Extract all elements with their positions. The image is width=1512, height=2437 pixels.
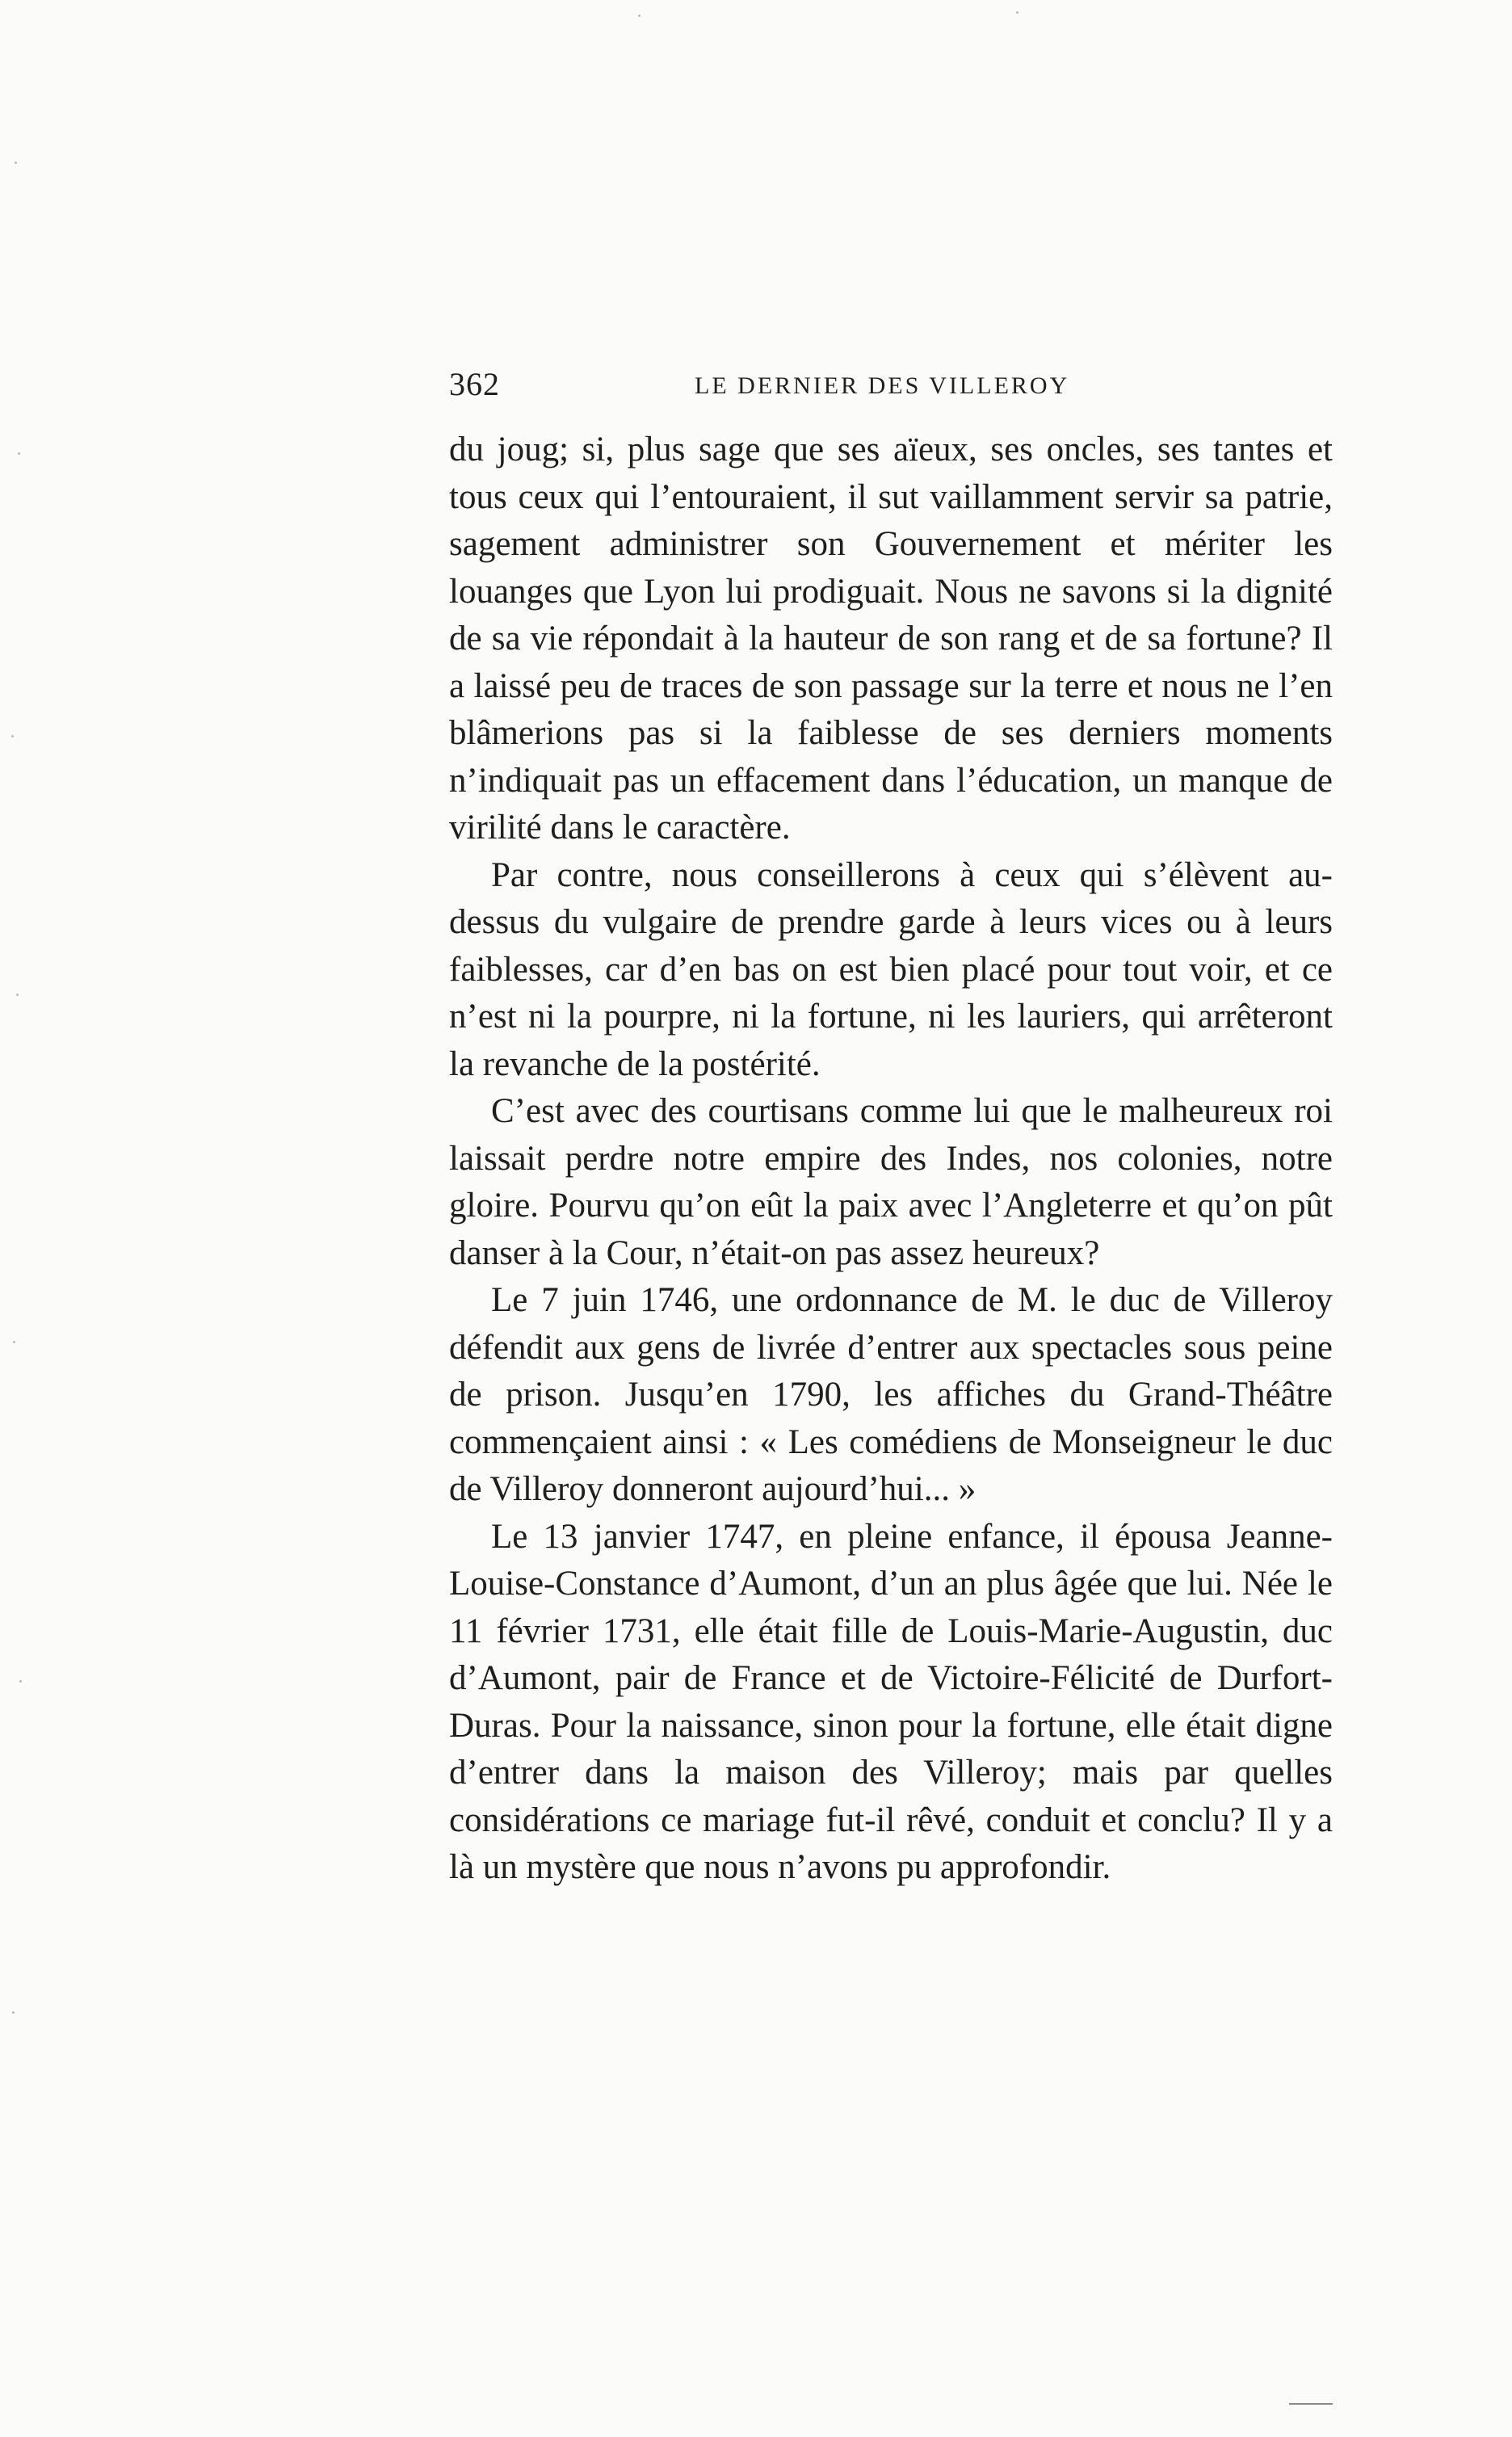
body-text xyxy=(449,426,1333,1892)
page-number: 362 xyxy=(449,366,500,402)
paragraph-5: Le 13 janvier 1747, en pleine enfance, il épousa Jeanne-Louise-Constance d’Aumont, d’un an plus âgée que lui. Née le 11 février 1731, elle était fille de Louis-Marie-Augustin, duc d’Aumont, pair de France et de Victoire-Félicité de Durfort-Duras. Pour la naissance, sinon pour la fortune, elle était digne d’entrer dans la maison des Villeroy; mais par quelles considérations ce mariage fut-il rêvé, conduit et conclu? Il y a là un mystère que nous n’avons pu approfondir. xyxy=(449,1517,1333,1886)
scan-speck xyxy=(19,1680,22,1683)
bottom-rule xyxy=(1289,2403,1333,2405)
running-head xyxy=(449,360,1333,409)
scan-speck xyxy=(12,2011,15,2014)
paragraph-4: Le 7 juin 1746, une ordonnance de M. le duc de Villeroy défendit aux gens de livrée d’entrer aux spectacles sous peine de prison. Jusqu’en 1790, les affiches du Grand-Théâtre commençaient ainsi : « Les comédiens de Monseigneur le duc de Villeroy donneront aujourd’hui... » xyxy=(449,1281,1333,1508)
paragraph-3: C’est avec des courtisans comme lui que le malheureux roi laissait perdre notre empire des Indes, nos colonies, notre gloire. Pourvu qu’on eût la paix avec l’Angleterre et qu’on pût danser à la Cour, n’était-on pas assez heureux? xyxy=(449,1092,1333,1272)
running-title: LE DERNIER DES VILLEROY xyxy=(695,372,1070,399)
scan-speck xyxy=(11,735,14,737)
scan-speck xyxy=(18,452,20,455)
paragraph-2: Par contre, nous conseillerons à ceux qui s’élèvent au-dessus du vulgaire de prendre garde à leurs vices ou à leurs faiblesses, car d’en bas on est bien placé pour tout voir, et ce n’est ni la pourpre, ni la fortune, ni les lauriers, qui arrêteront la revanche de la postérité. xyxy=(449,855,1333,1083)
scan-speck xyxy=(1016,11,1018,14)
paragraph-1: du joug; si, plus sage que ses aïeux, ses oncles, ses tantes et tous ceux qui l’entouraient, il sut vaillamment servir sa patrie, sagement administrer son Gouvernement et mériter les louanges que Lyon lui prodiguait. Nous ne savons si la dignité de sa vie répondait à la hauteur de son rang et de sa fortune? Il a laissé peu de traces de son passage sur la terre et nous ne l’en blâmerions pas si la faiblesse de ses derniers moments n’indiquait pas un effacement dans l’éducation, un manque de virilité dans le caractère. xyxy=(449,431,1333,847)
scan-speck xyxy=(16,994,19,996)
scan-speck xyxy=(638,15,640,17)
scan-speck xyxy=(13,1341,15,1343)
scan-speck xyxy=(15,162,17,164)
